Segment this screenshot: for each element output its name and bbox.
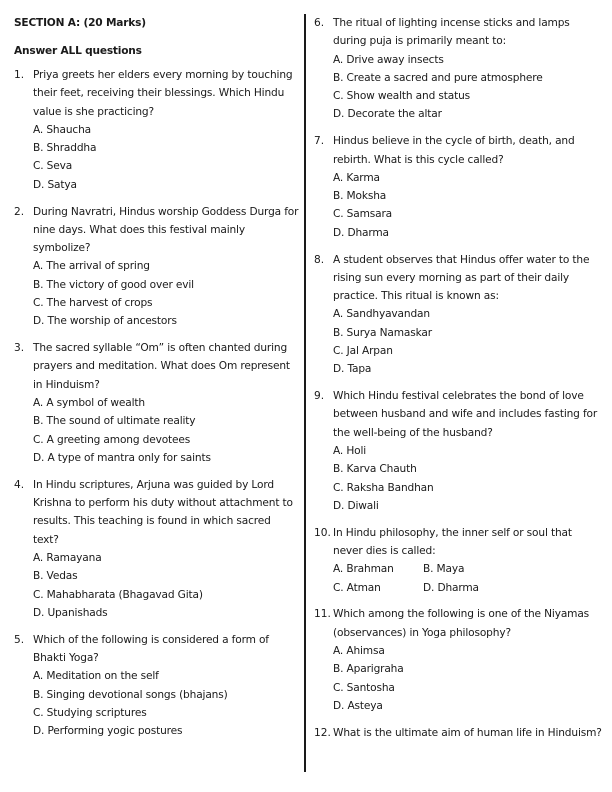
- question-6: [314, 14, 604, 124]
- option-d: D. Dharma: [333, 226, 389, 239]
- option-d: D. A type of mantra only for saints: [33, 451, 211, 464]
- option-a: A. Meditation on the self: [33, 670, 159, 683]
- question-number: 1.: [14, 69, 25, 81]
- question-text: The ritual of lighting incense sticks and lamps during puja is primarily meant to:: [333, 17, 570, 48]
- option-c: C. Santosha: [333, 681, 395, 694]
- option-a: A. Drive away insects: [333, 53, 444, 66]
- question-7: [314, 132, 604, 242]
- question-3: [14, 339, 299, 467]
- option-d: D. Performing yogic postures: [33, 725, 183, 738]
- question-text: The sacred syllable “Om” is often chanted during prayers and meditation. What does Om represent in Hinduism?: [33, 342, 290, 391]
- option-a: A. Shaucha: [33, 123, 91, 136]
- question-number: 7.: [314, 135, 325, 148]
- option-b: B. The sound of ultimate reality: [33, 415, 196, 428]
- instruction: Answer ALL questions: [14, 45, 142, 57]
- option-c: C. Atman: [333, 581, 381, 594]
- right-column: [314, 14, 604, 750]
- left-column: [14, 14, 299, 749]
- options-row-2: [333, 579, 604, 597]
- option-c: C. Samsara: [333, 208, 393, 221]
- question-1: [14, 66, 299, 194]
- question-4: [14, 476, 299, 622]
- option-c: C. Jal Arpan: [333, 345, 393, 358]
- section-title: SECTION A: (20 Marks): [14, 17, 146, 29]
- options-row-1: [333, 560, 604, 578]
- option-b: B. The victory of good over evil: [33, 278, 194, 291]
- option-d: D. Tapa: [333, 363, 372, 376]
- question-text: A student observes that Hindus offer water to the rising sun every morning as part of their daily practice. This ritual is known as:: [333, 253, 590, 303]
- question-number: 11.: [314, 608, 331, 621]
- option-b: B. Moksha: [333, 190, 387, 203]
- question-number: 9.: [314, 390, 325, 403]
- option-a: A. Holi: [333, 445, 367, 458]
- question-text: In Hindu scriptures, Arjuna was guided by Lord Krishna to perform his duty without attachment to results. This teaching is found in which sacred text?: [33, 478, 293, 546]
- option-a: A. Ahimsa: [333, 645, 385, 657]
- question-5: [14, 631, 299, 741]
- question-number: 3.: [14, 342, 25, 355]
- question-number: 4.: [14, 478, 25, 491]
- option-c: C. Mahabharata (Bhagavad Gita): [33, 588, 203, 601]
- option-b: B. Karva Chauth: [333, 463, 417, 476]
- question-text: Hindus believe in the cycle of birth, death, and rebirth. What is this cycle called?: [333, 135, 575, 166]
- column-divider: [304, 14, 306, 772]
- question-number: 5.: [14, 633, 25, 646]
- question-text: Priya greets her elders every morning by touching their feet, receiving their blessings. Which Hindu value is she practicing?: [33, 69, 293, 118]
- question-number: 12.: [314, 726, 331, 739]
- option-d: D. The worship of ancestors: [33, 315, 177, 328]
- question-10: [314, 524, 604, 597]
- question-8: [314, 251, 604, 379]
- option-b: B. Create a sacred and pure atmosphere: [333, 71, 543, 84]
- option-c: C. Studying scriptures: [33, 706, 147, 719]
- option-b: B. Vedas: [33, 570, 78, 583]
- question-number: 6.: [314, 17, 325, 29]
- option-c: C. Seva: [33, 160, 73, 173]
- option-d: D. Upanishads: [33, 606, 108, 619]
- question-text: Which of the following is considered a form of Bhakti Yoga?: [33, 633, 269, 664]
- option-c: C. Show wealth and status: [333, 90, 471, 103]
- question-text: In Hindu philosophy, the inner self or soul that never dies is called:: [333, 526, 572, 558]
- option-d: D. Diwali: [333, 499, 379, 512]
- option-a: A. Ramayana: [33, 551, 102, 564]
- question-9: [314, 387, 604, 515]
- question-number: 8.: [314, 253, 325, 266]
- option-b: B. Shraddha: [33, 142, 97, 155]
- question-12: [314, 724, 604, 742]
- option-d: D. Asteya: [333, 699, 383, 712]
- question-2: [14, 203, 299, 331]
- option-a: A. A symbol of wealth: [33, 397, 145, 410]
- question-11: [314, 605, 604, 715]
- question-text: Which Hindu festival celebrates the bond of love between husband and wife and includes fasting for the well-being of the husband?: [333, 390, 598, 439]
- question-number: 2.: [14, 205, 25, 218]
- option-c: C. Raksha Bandhan: [333, 481, 434, 494]
- option-d: D. Satya: [33, 178, 77, 191]
- option-d: D. Decorate the altar: [333, 108, 442, 121]
- option-a: A. The arrival of spring: [33, 260, 150, 273]
- option-c: C. The harvest of crops: [33, 297, 153, 310]
- option-a: A. Sandhyavandan: [333, 308, 430, 321]
- option-a: A. Karma: [333, 171, 380, 184]
- question-text: What is the ultimate aim of human life in Hinduism?: [333, 726, 602, 739]
- question-number: 10.: [314, 526, 331, 539]
- question-text: Which among the following is one of the Niyamas (observances) in Yoga philosophy?: [333, 608, 590, 639]
- option-b: B. Maya: [423, 563, 465, 576]
- option-c: C. A greeting among devotees: [33, 433, 191, 446]
- question-text: During Navratri, Hindus worship Goddess Durga for nine days. What does this festival mainly symbolize?: [33, 205, 299, 255]
- option-b: B. Singing devotional songs (bhajans): [33, 688, 228, 701]
- option-b: B. Aparigraha: [333, 663, 404, 676]
- option-a: A. Brahman: [333, 563, 394, 576]
- option-d: D. Dharma: [423, 581, 479, 594]
- option-b: B. Surya Namaskar: [333, 326, 432, 339]
